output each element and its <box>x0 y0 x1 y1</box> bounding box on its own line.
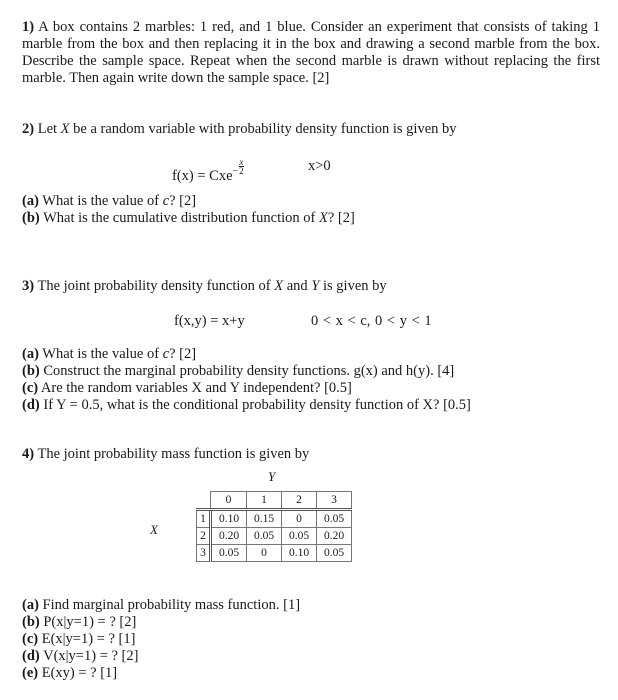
question-4b-text: P(x|y=1) = ? [2] <box>43 614 137 630</box>
pmf-col-header: 3 <box>317 492 352 510</box>
pmf-y-label: Y <box>268 469 276 484</box>
question-3c <box>22 380 352 396</box>
exponent-denominator: 2 <box>239 166 244 176</box>
question-3d <box>22 397 471 413</box>
pmf-cell: 0.10 <box>282 545 317 562</box>
pmf-cell: 0 <box>282 510 317 528</box>
exponent-sign: − <box>232 166 239 177</box>
question-2a-end: ? [2] <box>169 193 197 209</box>
pmf-row <box>197 528 352 545</box>
question-2-intro <box>22 121 457 137</box>
question-4-number: 4) <box>22 446 35 462</box>
question-2a-var: c <box>162 193 170 209</box>
question-1-number: 1) <box>22 19 35 35</box>
question-2-intro-pre: Let <box>37 121 58 137</box>
question-2b <box>22 210 355 226</box>
question-3c-label: (c) <box>22 380 39 396</box>
pmf-x-label: X <box>150 522 158 537</box>
question-3-condition: 0 < x < c, 0 < y < 1 <box>311 313 432 329</box>
question-3d-text: If Y = 0.5, what is the conditional probability density function of X? [0.5] <box>43 397 471 413</box>
pmf-col-header: 2 <box>282 492 317 510</box>
question-4c <box>22 631 135 647</box>
question-3a-label: (a) <box>22 346 39 362</box>
question-4b <box>22 614 136 630</box>
pmf-row-header: 1 <box>197 510 211 528</box>
formula-lhs: f(x) = Cxe <box>172 167 233 184</box>
question-3a-var: c <box>162 346 170 362</box>
question-2a <box>22 193 196 209</box>
pmf-row <box>197 510 352 528</box>
question-3a-end: ? [2] <box>169 346 197 362</box>
question-2a-label: (a) <box>22 193 39 209</box>
pmf-row-header: 2 <box>197 528 211 545</box>
question-1-text: A box contains 2 marbles: 1 red, and 1 blue. Consider an experiment that consists of taking 1 marble from the box and then replacing it in the box and drawing a second marble from the box. Describe the sample space. Repeat when the second marble is drawn without replacing the first marble. Then again write down the sample space. [2] <box>22 19 600 86</box>
question-2-condition: x>0 <box>308 158 331 174</box>
pmf-cell: 0.05 <box>317 545 352 562</box>
question-3-var-x: X <box>274 278 284 294</box>
exponent-fraction <box>239 158 244 175</box>
question-2-formula <box>172 158 244 185</box>
question-4a <box>22 597 300 613</box>
question-2-number: 2) <box>22 121 35 137</box>
question-4a-text: Find marginal probability mass function. [1] <box>42 597 301 613</box>
question-3d-label: (d) <box>22 397 40 413</box>
question-3-intro-pre: The joint probability density function of <box>37 278 271 294</box>
pmf-cell: 0.05 <box>211 545 247 562</box>
pmf-cell: 0 <box>247 545 282 562</box>
question-4c-text: E(x|y=1) = ? [1] <box>41 631 136 647</box>
question-3c-text: Are the random variables X and Y independent? [0.5] <box>40 380 352 396</box>
question-3-intro-mid: and <box>286 278 308 294</box>
question-4-intro <box>22 446 309 462</box>
pmf-cell: 0.05 <box>247 528 282 545</box>
question-4d-label: (d) <box>22 648 40 664</box>
question-4a-label: (a) <box>22 597 39 613</box>
pmf-col-header: 0 <box>211 492 247 510</box>
question-3b-label: (b) <box>22 363 40 379</box>
question-2b-label: (b) <box>22 210 40 226</box>
pmf-cell: 0.10 <box>211 510 247 528</box>
pmf-col-header: 1 <box>247 492 282 510</box>
question-2a-text: What is the value of <box>42 193 160 209</box>
question-3-var-y: Y <box>311 278 320 294</box>
question-1 <box>22 19 600 87</box>
question-3-formula: f(x,y) = x+y <box>174 313 245 329</box>
pmf-row-header: 3 <box>197 545 211 562</box>
pmf-cell: 0.05 <box>282 528 317 545</box>
question-4e-text: E(xy) = ? [1] <box>41 665 118 681</box>
question-4-intro-text: The joint probability mass function is given by <box>37 446 310 462</box>
pmf-header-row <box>197 492 352 510</box>
question-4e <box>22 665 117 681</box>
question-4d <box>22 648 138 664</box>
question-2-intro-post: be a random variable with probability density function is given by <box>73 121 457 137</box>
pmf-cell: 0.15 <box>247 510 282 528</box>
pmf-cell: 0.05 <box>317 510 352 528</box>
question-3-intro-post: is given by <box>323 278 387 294</box>
question-2b-text: What is the cumulative distribution function of <box>43 210 316 226</box>
question-3-intro <box>22 278 387 294</box>
question-3b <box>22 363 454 379</box>
question-3a <box>22 346 196 362</box>
pmf-corner <box>197 492 211 510</box>
pmf-cell: 0.20 <box>211 528 247 545</box>
pmf-row <box>197 545 352 562</box>
pmf-table <box>196 491 352 562</box>
question-3a-text: What is the value of <box>42 346 160 362</box>
question-4b-label: (b) <box>22 614 40 630</box>
question-4e-label: (e) <box>22 665 39 681</box>
question-2b-var: X <box>318 210 328 226</box>
question-4d-text: V(x|y=1) = ? [2] <box>43 648 139 664</box>
exponent-numerator: x <box>239 157 244 167</box>
question-2-var-x: X <box>60 121 70 137</box>
question-4c-label: (c) <box>22 631 39 647</box>
question-2b-end: ? [2] <box>327 210 355 226</box>
question-3b-text: Construct the marginal probability density functions. g(x) and h(y). [4] <box>43 363 455 379</box>
pmf-cell: 0.20 <box>317 528 352 545</box>
question-3-number: 3) <box>22 278 35 294</box>
